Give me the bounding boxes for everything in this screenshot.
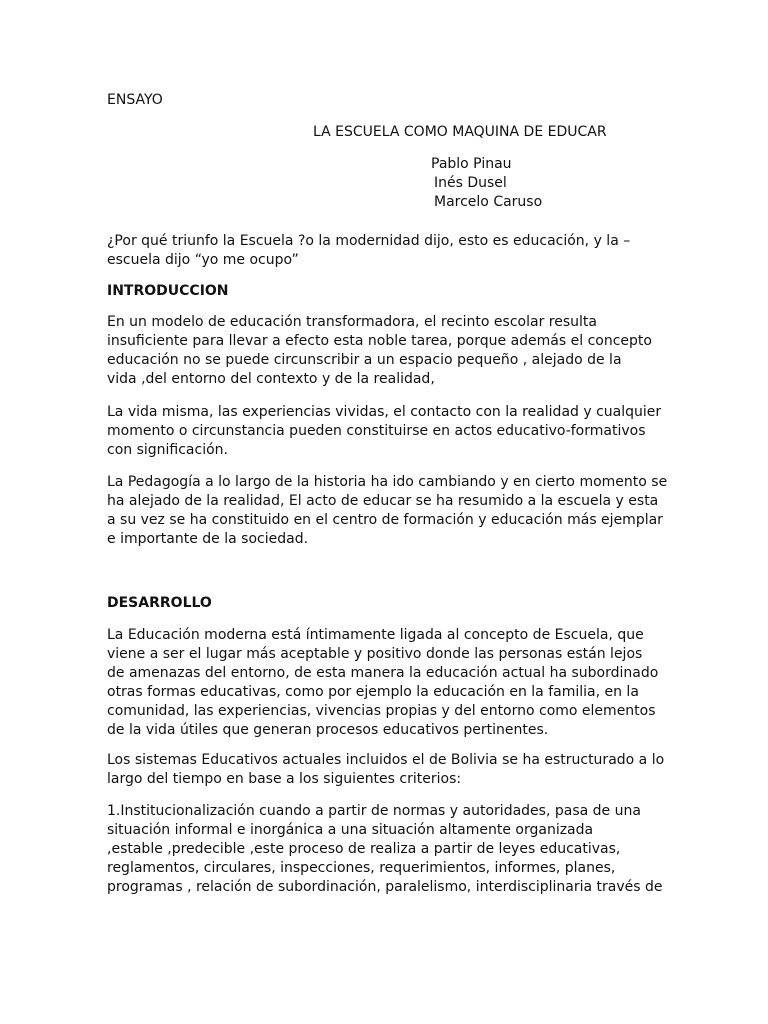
author-name: Marcelo Caruso: [434, 194, 543, 210]
intro-paragraph-3: [107, 473, 667, 549]
text-line: e importante de la sociedad.: [107, 531, 309, 547]
text-line: escuela dijo “yo me ocupo”: [107, 252, 299, 268]
text-line: vida ,del entorno del contexto y de la realidad,: [107, 371, 435, 387]
text-line: otras formas educativas, como por ejemplo la educación en la familia, en la: [107, 684, 639, 700]
development-paragraph-1: [107, 626, 658, 740]
text-line: viene a ser el lugar más aceptable y positivo donde las personas están lejos: [107, 646, 643, 662]
text-line: programas , relación de subordinación, paralelismo, interdisciplinaria través de: [107, 879, 663, 895]
text-line: La Pedagogía a lo largo de la historia ha ido cambiando y en cierto momento se: [107, 474, 668, 490]
development-paragraph-2: [107, 751, 664, 789]
text-line: situación informal e inorgánica a una situación altamente organizada: [107, 822, 594, 838]
development-heading: DESARROLLO: [107, 595, 212, 611]
intro-heading: INTRODUCCION: [107, 283, 229, 299]
author-name: Inés Dusel: [434, 175, 507, 191]
text-line: 1.Institucionalización cuando a partir de normas y autoridades, pasa de una: [107, 803, 641, 819]
text-line: largo del tiempo en base a los siguientes criterios:: [107, 771, 462, 787]
text-line: educación no se puede circunscribir a un espacio pequeño , alejado de la: [107, 352, 622, 368]
text-line: ha alejado de la realidad, El acto de educar se ha resumido a la escuela y esta: [107, 493, 659, 509]
text-line: La vida misma, las experiencias vividas, el contacto con la realidad y cualquier: [107, 404, 662, 420]
author-name: Pablo Pinau: [431, 156, 512, 172]
text-line: comunidad, las experiencias, vivencias propias y del entorno como elementos: [107, 703, 656, 719]
text-line: insuficiente para llevar a efecto esta noble tarea, porque además el concepto: [107, 333, 652, 349]
text-line: ¿Por qué triunfo la Escuela ?o la modernidad dijo, esto es educación, y la –: [107, 233, 631, 249]
text-line: Los sistemas Educativos actuales incluidos el de Bolivia se ha estructurado a lo: [107, 752, 665, 768]
development-paragraph-3: [107, 802, 663, 897]
text-line: de la vida útiles que generan procesos educativos pertinentes.: [107, 722, 549, 738]
text-line: con significación.: [107, 442, 228, 458]
text-line: La Educación moderna está íntimamente ligada al concepto de Escuela, que: [107, 627, 644, 643]
intro-paragraph-1: [107, 313, 652, 389]
text-line: En un modelo de educación transformadora, el recinto escolar resulta: [107, 314, 597, 330]
opening-question: [107, 232, 630, 270]
text-line: a su vez se ha constituido en el centro de formación y educación más ejemplar: [107, 512, 663, 528]
text-line: ,estable ,predecible ,este proceso de realiza a partir de leyes educativas,: [107, 841, 621, 857]
document-label: ENSAYO: [107, 92, 163, 108]
text-line: momento o circunstancia pueden constituirse en actos educativo-formativos: [107, 423, 646, 439]
intro-paragraph-2: [107, 403, 661, 460]
text-line: reglamentos, circulares, inspecciones, requerimientos, informes, planes,: [107, 860, 616, 876]
document-title: LA ESCUELA COMO MAQUINA DE EDUCAR: [313, 124, 607, 140]
text-line: de amenazas del entorno, de esta manera la educación actual ha subordinado: [107, 665, 659, 681]
